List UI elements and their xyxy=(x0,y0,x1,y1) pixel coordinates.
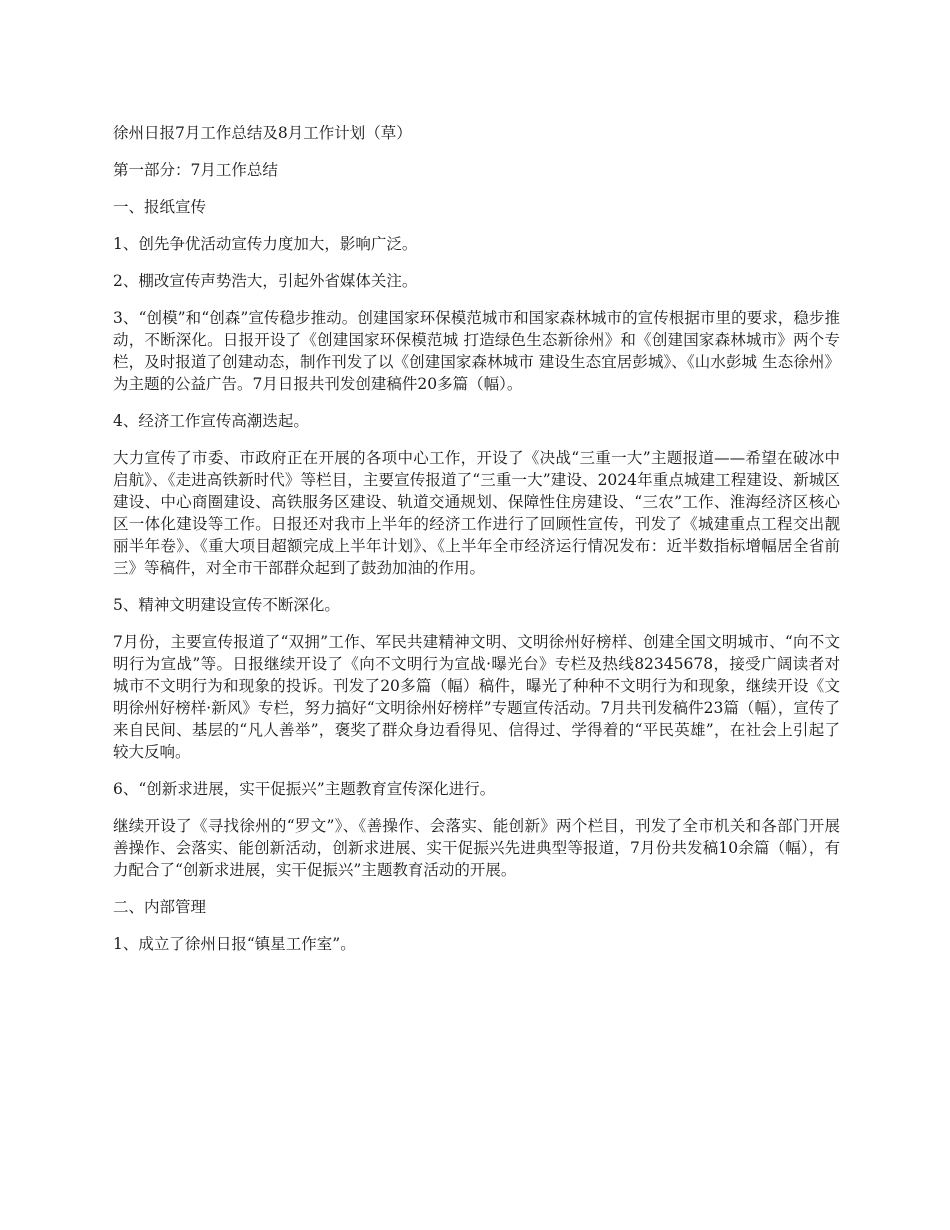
part-heading: 第一部分：7月工作总结 xyxy=(113,161,278,179)
section-heading: 一、报纸宣传 xyxy=(113,198,207,216)
paragraph: 大力宣传了市委、市政府正在开展的各项中心工作，开设了《决战“三重一大”主题报道——希望在破冰中启航》、《走进高铁新时代》等栏目，主要宣传报道了“三重一大”建设、2024年重点城建工程建设、新城区建设、中心商圈建设、高铁服务区建设、轨道交通规划、保障性住房建设、“三农”工作、淮海经济区核心区一体化建设等工作。日报还对我市上半年的经济工作进行了回顾性宣传，刊发了《城建重点工程交出靓丽半年卷》、《重大项目超额完成上半年计划》、《上半年全市经济运行情况发布：近半数指标增幅居全省前三》等稿件，对全市干部群众起到了鼓劲加油的作用。 xyxy=(113,449,840,577)
list-item: 4、经济工作宣传高潮迭起。 xyxy=(113,412,309,430)
list-item: 1、成立了徐州日报“镇星工作室”。 xyxy=(113,935,356,953)
paragraph: 继续开设了《寻找徐州的“罗文”》、《善操作、会落实、能创新》两个栏目，刊发了全市机关和各部门开展善操作、会落实、能创新活动，创新求进展、实干促振兴先进典型等报道，7月份共发稿10余篇（幅），有力配合了“创新求进展，实干促振兴”主题教育活动的开展。 xyxy=(113,817,840,879)
document-title: 徐州日报7月工作总结及8月工作计划（草） xyxy=(113,124,412,142)
paragraph: 7月份，主要宣传报道了“双拥”工作、军民共建精神文明、文明徐州好榜样、创建全国文明城市、“向不文明行为宣战”等。日报继续开设了《向不文明行为宣战·曝光台》专栏及热线82345678，接受广阔读者对城市不文明行为和现象的投诉。刊发了20多篇（幅）稿件，曝光了种种不文明行为和现象，继续开设《文明徐州好榜样·新风》专栏，努力搞好“文明徐州好榜样”专题宣传活动。7月共刊发稿件23篇（幅），宣传了来自民间、基层的“凡人善举”，褒奖了群众身边看得见、信得过、学得着的“平民英雄”，在社会上引起了较大反响。 xyxy=(113,633,840,761)
paragraph: 3、“创模”和“创森”宣传稳步推动。创建国家环保模范城市和国家森林城市的宣传根据市里的要求，稳步推动，不断深化。日报开设了《创建国家环保模范城 打造绿色生态新徐州》和《创建国家森林城市》两个专栏，及时报道了创建动态，制作刊发了以《创建国家森林城市 建设生态宜居彭城》、《山水彭城 生态徐州》为主题的公益广告。7月日报共刊发创建稿件20多篇（幅）。 xyxy=(113,309,840,393)
document-body xyxy=(113,122,840,970)
list-item: 2、棚改宣传声势浩大，引起外省媒体关注。 xyxy=(113,272,418,290)
list-item: 1、创先争优活动宣传力度加大，影响广泛。 xyxy=(113,235,418,253)
section-heading: 二、内部管理 xyxy=(113,898,207,916)
list-item: 6、“创新求进展，实干促振兴”主题教育宣传深化进行。 xyxy=(113,780,496,798)
list-item: 5、精神文明建设宣传不断深化。 xyxy=(113,596,340,614)
